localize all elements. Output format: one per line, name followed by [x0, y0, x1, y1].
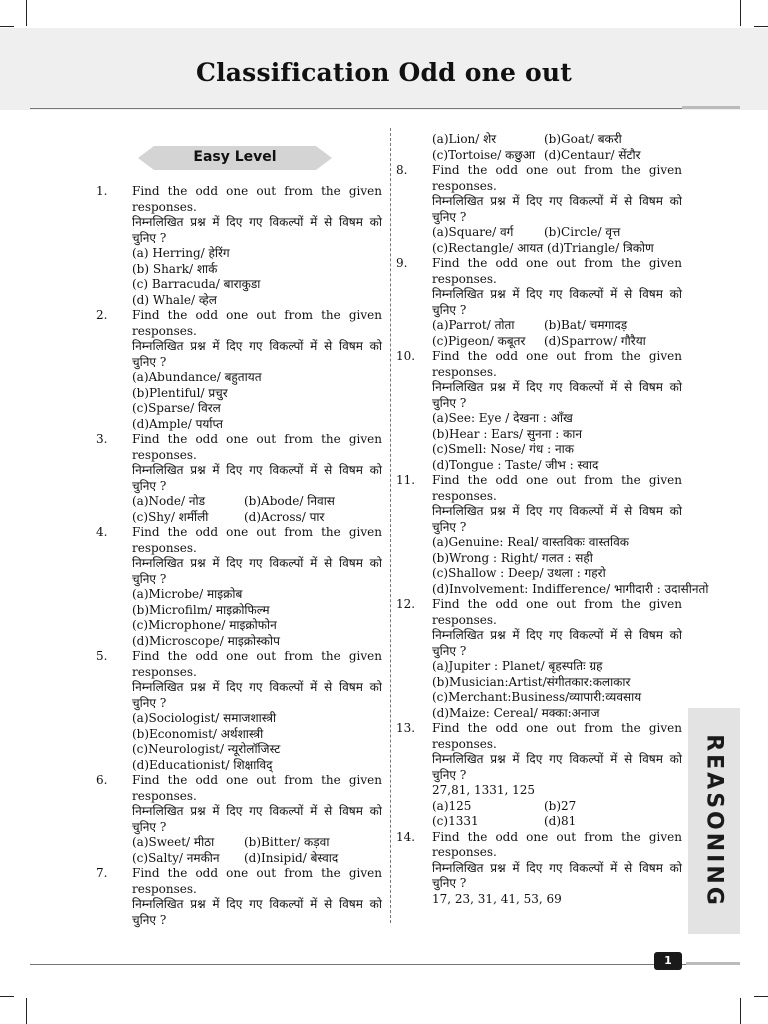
- option-row: [432, 334, 682, 350]
- option: (b)Bitter/ कड़वा: [244, 835, 330, 849]
- right-column: [396, 132, 709, 907]
- option-line: 17, 23, 31, 41, 53, 69: [432, 891, 562, 906]
- option-line: (b)Microfilm/ माइक्रोफिल्म: [132, 602, 270, 617]
- question-number: 8.: [396, 163, 408, 177]
- option: (b)Circle/ वृत्त: [544, 225, 621, 239]
- option: (b)Bat/ चमगादड़: [544, 318, 628, 332]
- question-item: [96, 773, 382, 866]
- footer-rule: [30, 964, 740, 965]
- option-line: 27,81, 1331, 125: [432, 783, 536, 797]
- option: (a)Square/ वर्ग: [432, 225, 514, 239]
- option-line: (b)Musician:Artist/संगीतकार:कलाकार: [432, 674, 631, 689]
- question-number: 9.: [396, 256, 408, 270]
- question-text: Find the odd one out from the given responses.: [432, 473, 682, 503]
- option-line: (a)Genuine: Real/ वास्तविकः वास्तविक: [432, 535, 629, 549]
- footer-rule-accent: [686, 962, 740, 965]
- question-text-hindi: निम्नलिखित प्रश्न में दिए गए विकल्पों में से विषम को चुनिए ?: [132, 215, 382, 245]
- crop-mark: [26, 998, 27, 1024]
- option: (c)Tortoise/ कछुआ: [432, 147, 536, 162]
- question-text: Find the odd one out from the given responses.: [132, 308, 382, 338]
- header-rule-accent: [682, 106, 740, 109]
- option: (c)1331: [432, 814, 479, 828]
- option-row: [432, 318, 682, 334]
- question-number: 13.: [396, 721, 416, 735]
- question-text: Find the odd one out from the given responses.: [132, 649, 382, 679]
- option-line: (d)Tongue : Taste/ जीभ : स्वाद: [432, 457, 599, 472]
- question-item: [96, 308, 382, 432]
- question-text: Find the odd one out from the given responses.: [432, 597, 682, 627]
- question-text: Find the odd one out from the given responses.: [432, 256, 682, 286]
- side-tab-label: REASONING: [701, 734, 727, 908]
- question-text: Find the odd one out from the given responses.: [432, 829, 682, 859]
- section-banner: [138, 143, 332, 173]
- question-number: 6.: [96, 773, 108, 787]
- question-item: [396, 163, 682, 256]
- option: (d)Insipid/ बेस्वाद: [244, 850, 339, 865]
- question-number: 1.: [96, 184, 108, 198]
- question-item: [396, 132, 682, 163]
- option: (d)Across/ पार: [244, 509, 325, 524]
- crop-mark: [740, 0, 741, 26]
- option-line: (b)Economist/ अर्थशास्त्री: [132, 726, 264, 741]
- question-text-hindi: निम्नलिखित प्रश्न में दिए गए विकल्पों में से विषम को चुनिए ?: [432, 752, 682, 782]
- section-label: Easy Level: [193, 149, 277, 165]
- question-item: [396, 597, 682, 721]
- question-item: [396, 721, 682, 830]
- question-text: Find the odd one out from the given responses.: [132, 525, 382, 555]
- option: (c)Shy/ शर्मीली: [132, 509, 209, 524]
- option-line: (b) Shark/ शार्क: [132, 261, 218, 276]
- question-number: 2.: [96, 308, 108, 322]
- option-line: (a)Abundance/ बहुतायत: [132, 370, 262, 384]
- question-text: Find the odd one out from the given responses.: [432, 349, 682, 379]
- crop-mark: [740, 998, 741, 1024]
- crop-mark: [754, 26, 768, 27]
- question-text-hindi: निम्नलिखित प्रश्न में दिए गए विकल्पों में से विषम को चुनिए ?: [132, 339, 382, 369]
- option: (c)Salty/ नमकीन: [132, 850, 220, 865]
- option-line: (a)Microbe/ माइक्रोब: [132, 587, 243, 601]
- option-line: (d)Maize: Cereal/ मक्का:अनाज: [432, 705, 600, 720]
- option-line: (a)Sociologist/ समाजशास्त्री: [132, 711, 277, 725]
- option: (b)Goat/ बकरी: [544, 132, 622, 146]
- question-text: Find the odd one out from the given responses.: [132, 773, 382, 803]
- crop-mark: [0, 996, 14, 997]
- question-text: Find the odd one out from the given responses.: [132, 184, 382, 214]
- option-line: (a)See: Eye / देखना : आँख: [432, 411, 573, 425]
- option-row: [432, 799, 682, 815]
- side-tab: [688, 708, 740, 934]
- option-row: [132, 510, 382, 526]
- option-line: (d)Educationist/ शिक्षाविद्: [132, 757, 273, 772]
- option-line: (d)Involvement: Indifference/ भागीदारी : उदासीनतो: [432, 581, 709, 596]
- question-item: [96, 184, 382, 308]
- question-text-hindi: निम्नलिखित प्रश्न में दिए गए विकल्पों में से विषम को चुनिए ?: [432, 380, 682, 410]
- option-line: (d)Microscope/ माइक्रोस्कोप: [132, 633, 280, 648]
- option: (c)Pigeon/ कबूतर: [432, 333, 526, 348]
- question-item: [396, 830, 682, 908]
- question-item: [396, 349, 682, 473]
- crop-mark: [0, 26, 14, 27]
- question-text-hindi: निम्नलिखित प्रश्न में दिए गए विकल्पों में से विषम को चुनिए ?: [432, 504, 682, 534]
- question-item: [96, 866, 382, 928]
- option-line: (b)Hear : Ears/ सुनना : कान: [432, 426, 583, 441]
- option: (b)Abode/ निवास: [244, 494, 335, 508]
- option-line: (c)Shallow : Deep/ उथला : गहरो: [432, 566, 606, 580]
- option-row: [132, 494, 382, 510]
- option-row: [432, 814, 682, 830]
- question-text: Find the odd one out from the given responses.: [432, 163, 682, 193]
- option: (a)125: [432, 798, 472, 813]
- question-number: 4.: [96, 525, 108, 539]
- question-item: [96, 525, 382, 649]
- option: (a)Parrot/ तोता: [432, 318, 515, 332]
- question-text-hindi: निम्नलिखित प्रश्न में दिए गए विकल्पों में से विषम को चुनिए ?: [132, 463, 382, 493]
- option: (d)Sparrow/ गौरैया: [544, 333, 646, 348]
- question-text-hindi: निम्नलिखित प्रश्न में दिए गए विकल्पों में से विषम को चुनिए ?: [432, 194, 682, 224]
- crop-mark: [26, 0, 27, 26]
- option: (a)Lion/ शेर: [432, 132, 497, 146]
- option-line: (c) Barracuda/ बाराकुडा: [132, 277, 261, 291]
- option-line: (b)Wrong : Right/ गलत : सही: [432, 550, 593, 565]
- question-number: 11.: [396, 473, 416, 487]
- option-line: (b)Plentiful/ प्रचुर: [132, 385, 228, 400]
- question-item: [96, 432, 382, 525]
- question-item: [96, 649, 382, 773]
- option: (b)27: [544, 798, 577, 813]
- option-row: [432, 132, 682, 148]
- option-line: (c)Sparse/ विरल: [132, 401, 221, 415]
- question-text-hindi: निम्नलिखित प्रश्न में दिए गए विकल्पों में से विषम को चुनिए ?: [432, 287, 682, 317]
- option-line: (c)Smell: Nose/ गंध : नाक: [432, 442, 574, 456]
- option: (d)81: [544, 814, 577, 828]
- option-line: (a) Herring/ हेरिंग: [132, 246, 230, 260]
- column-divider: [390, 128, 391, 923]
- option: (a)Node/ नोड: [132, 494, 206, 508]
- question-item: [396, 473, 709, 597]
- question-number: 12.: [396, 597, 416, 611]
- option-row: [432, 148, 682, 164]
- question-text-hindi: निम्नलिखित प्रश्न में दिए गए विकल्पों में से विषम को चुनिए ?: [132, 897, 382, 927]
- question-number: 10.: [396, 349, 416, 363]
- question-text-hindi: निम्नलिखित प्रश्न में दिए गए विकल्पों में से विषम को चुनिए ?: [432, 628, 682, 658]
- question-number: 14.: [396, 829, 416, 844]
- crop-mark: [754, 996, 768, 997]
- question-item: [396, 256, 682, 349]
- header-rule: [30, 108, 740, 109]
- option-row: [132, 835, 382, 851]
- option-line: (c)Microphone/ माइक्रोफोन: [132, 618, 277, 632]
- option: (d)Centaur/ सेंटौर: [544, 147, 641, 162]
- option-line: (c)Merchant:Business/व्यापारी:व्यवसाय: [432, 690, 642, 704]
- question-text-hindi: निम्नलिखित प्रश्न में दिए गए विकल्पों में से विषम को चुनिए ?: [432, 860, 682, 890]
- page-title: Classification Odd one out: [195, 58, 572, 87]
- option: (a)Sweet/ मीठा: [132, 835, 215, 849]
- question-number: 5.: [96, 649, 108, 663]
- question-text: Find the odd one out from the given responses.: [132, 432, 382, 462]
- option-line: (c)Rectangle/ आयत (d)Triangle/ त्रिकोण: [432, 240, 654, 255]
- question-number: 7.: [96, 866, 108, 880]
- question-text-hindi: निम्नलिखित प्रश्न में दिए गए विकल्पों में से विषम को चुनिए ?: [132, 556, 382, 586]
- option-line: (a)Jupiter : Planet/ बृहस्पतिः ग्रह: [432, 659, 603, 673]
- question-text-hindi: निम्नलिखित प्रश्न में दिए गए विकल्पों में से विषम को चुनिए ?: [132, 680, 382, 710]
- option-row: [132, 851, 382, 867]
- option-row: [432, 225, 682, 241]
- page-number: 1: [654, 952, 682, 970]
- question-text: Find the odd one out from the given responses.: [132, 866, 382, 896]
- question-text-hindi: निम्नलिखित प्रश्न में दिए गए विकल्पों में से विषम को चुनिए ?: [132, 804, 382, 834]
- option-line: (d) Whale/ व्हेल: [132, 292, 217, 307]
- option-line: (d)Ample/ पर्याप्त: [132, 416, 223, 431]
- question-text: Find the odd one out from the given responses.: [432, 721, 682, 751]
- left-column: [96, 184, 382, 928]
- option-line: (c)Neurologist/ न्यूरोलॉजिस्ट: [132, 742, 281, 756]
- question-number: 3.: [96, 432, 108, 446]
